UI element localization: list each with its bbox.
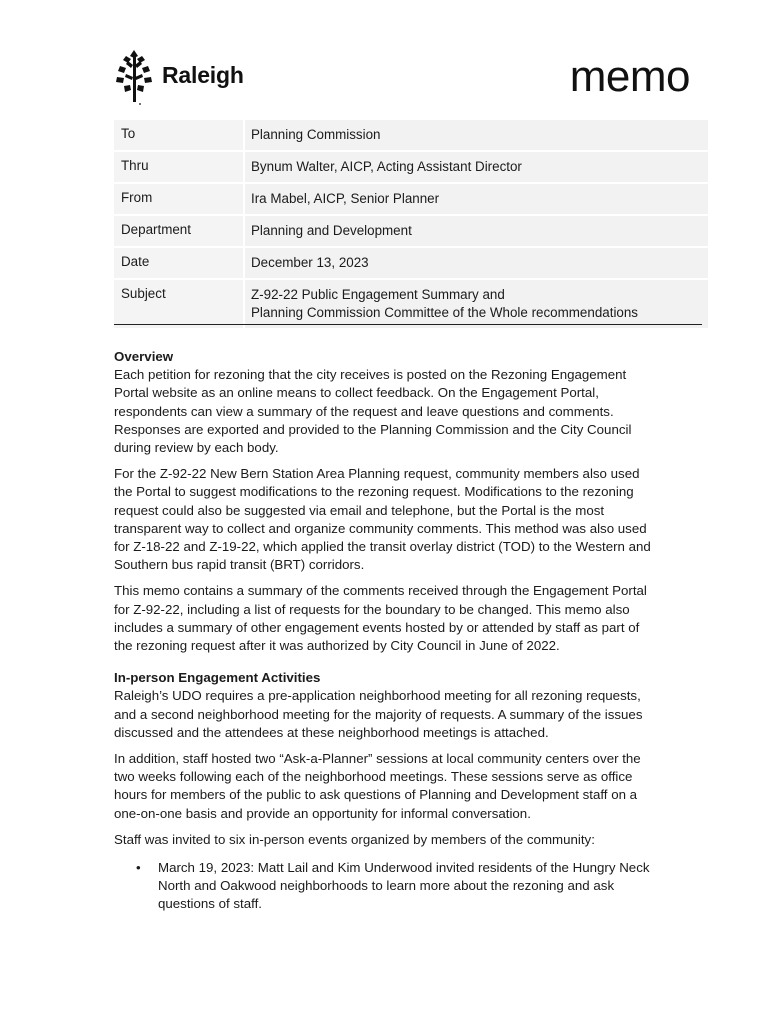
meta-row-from <box>114 184 708 214</box>
meta-value: Ira Mabel, AICP, Senior Planner <box>243 184 708 214</box>
inperson-paragraph-1: Raleigh’s UDO requires a pre-application neighborhood meeting for all rezoning requests, and a second neighborhood meeting for the majority of requests. A summary of the issues discussed and the attendees at these neighborhood meetings is attached. <box>114 688 643 740</box>
logo-text: Raleigh <box>162 62 244 88</box>
section-heading-inperson: In-person Engagement Activities <box>114 670 321 686</box>
section-heading-overview: Overview <box>114 349 174 364</box>
subject-line-1: Z-92-22 Public Engagement Summary and <box>251 287 505 302</box>
meta-row-date <box>114 248 708 278</box>
meta-label: To <box>121 126 136 141</box>
meta-row-to <box>114 120 708 150</box>
memo-header-table <box>114 120 708 330</box>
meta-label: Date <box>121 254 150 269</box>
overview-paragraph-3: This memo contains a summary of the comments received through the Engagement Portal for Z-92-22, including a list of requests for the boundary to be changed. This memo also includes a summary of other engagement events hosted by or attended by staff as part of the rezoning request after it was authorized by City Council in June of 2022. <box>114 583 647 654</box>
raleigh-logo <box>114 46 254 108</box>
meta-value <box>243 280 708 328</box>
meta-label: From <box>121 190 153 205</box>
meta-row-thru <box>114 152 708 182</box>
meta-label: Subject <box>121 286 166 301</box>
overview-paragraph-2: For the Z-92-22 New Bern Station Area Planning request, community members also used the Portal to suggest modifications to the rezoning request. Modifications to the rezoning request could also be suggested via email and telephone, but the Portal is the most transparent way to collect and organize community comments. This method was also used for Z-18-22 and Z-19-22, which applied the transit overlay district (TOD) to the Western and Southern bus rapid transit (BRT) corridors. <box>114 466 651 573</box>
bullet-icon: • <box>136 860 141 876</box>
inperson-paragraph-3: Staff was invited to six in-person events organized by members of the community: <box>114 831 595 847</box>
list-item-text: March 19, 2023: Matt Lail and Kim Underwood invited residents of the Hungry Neck North and Oakwood neighborhoods to learn more about the rezoning and ask questions of staff. <box>158 860 650 912</box>
subject-line-2: Planning Commission Committee of the Whole recommendations <box>251 305 639 320</box>
memo-title: memo <box>569 52 690 101</box>
meta-value: Bynum Walter, AICP, Acting Assistant Director <box>243 152 708 182</box>
memo-body <box>114 348 654 914</box>
meta-label: Thru <box>121 158 149 173</box>
meta-value: December 13, 2023 <box>243 248 708 278</box>
list-item <box>114 859 654 914</box>
events-list <box>114 859 654 914</box>
oak-tree-icon <box>114 46 158 108</box>
meta-label: Department <box>121 222 191 237</box>
divider-rule <box>114 324 702 325</box>
inperson-paragraph-2: In addition, staff hosted two “Ask-a-Planner” sessions at local community centers over the two weeks following each of the neighborhood meetings. These sessions serve as office hours for members of the public to ask questions of Planning and Development staff on a one-on-one basis and provide an opportunity for informal conversation. <box>114 751 641 821</box>
overview-paragraph-1: Each petition for rezoning that the city receives is posted on the Rezoning Engagement Portal website as an online means to collect feedback. On the Engagement Portal, respondents can view a summary of the request and leave questions and comments. Responses are exported and provided to the Planning Commission and the City Council during review by each body. <box>114 367 632 456</box>
meta-row-department <box>114 216 708 246</box>
meta-row-subject <box>114 280 708 328</box>
meta-value: Planning Commission <box>243 120 708 150</box>
meta-value: Planning and Development <box>243 216 708 246</box>
